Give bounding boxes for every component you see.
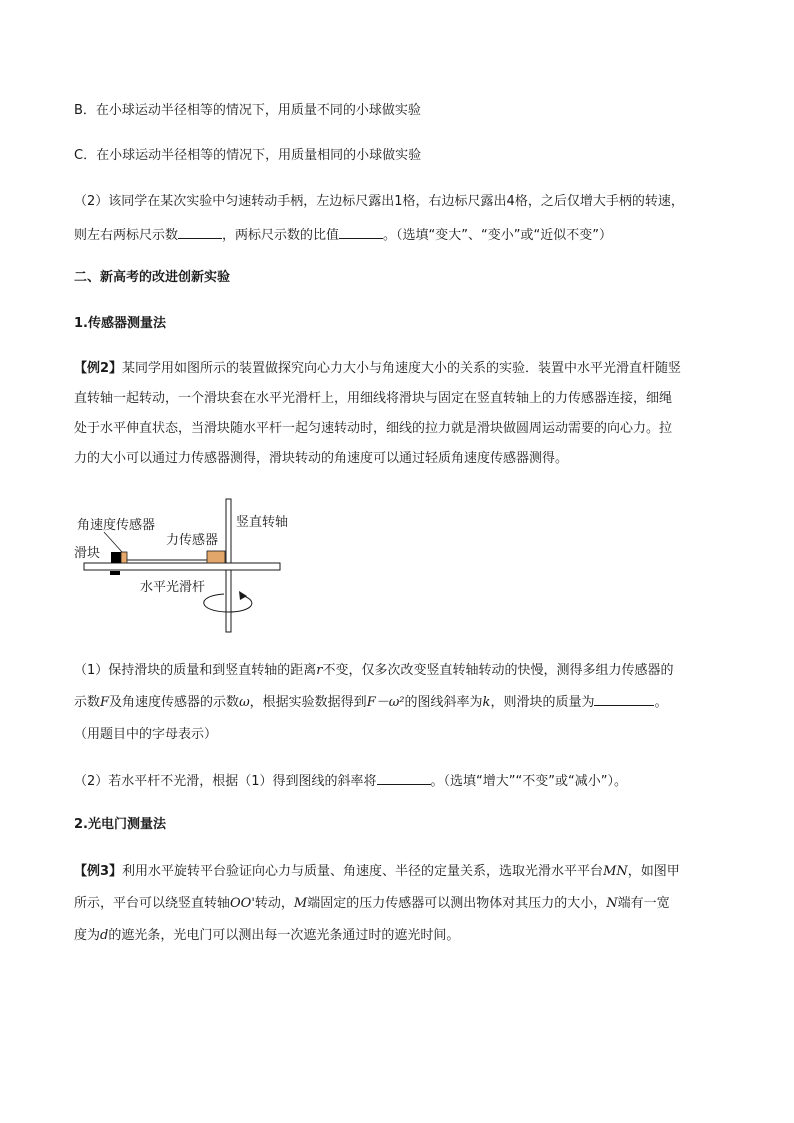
example-2-line-3: 处于水平伸直状态，当滑块随水平杆一起匀速转动时，细线的拉力就是滑块做圆周运动需要的向心力。拉 <box>74 421 673 436</box>
q1-text-d: 及角速度传感器的示数 <box>109 695 240 710</box>
example-3-text-2c: 端固定的压力传感器可以测出物体对其压力的大小， <box>307 896 607 911</box>
apparatus-diagram <box>74 496 304 636</box>
example-2-line-2: 直转轴一起转动，一个滑块套在水平光滑杆上，用细线将滑块与固定在竖直转轴上的力传感器连接，细绳 <box>74 391 673 406</box>
label-force-sensor: 力传感器 <box>166 533 219 548</box>
example-3-paragraph <box>74 856 724 952</box>
rotation-arrowhead-icon <box>239 591 247 600</box>
label-slider: 滑块 <box>74 546 101 561</box>
slider-base <box>110 571 120 575</box>
q1-paragraph <box>74 655 724 751</box>
slider-block <box>111 552 121 563</box>
example-3-text-2d: 端有一宽 <box>617 896 670 911</box>
label-angular-sensor: 角速度传感器 <box>77 518 156 533</box>
q1-text-c: 示数 <box>74 695 101 710</box>
horizontal-rod <box>84 563 280 570</box>
example-3-text-2a: 所示，平台可以绕竖直转轴 <box>74 896 231 911</box>
q2-text-a: 则左右两标尺示数 <box>74 228 179 243</box>
var-r: r <box>316 663 323 678</box>
q1-line-1 <box>74 655 724 687</box>
angular-sensor-box <box>121 552 127 563</box>
q2-text-b: ，两标尺示数的比值 <box>222 228 340 243</box>
q2b-text-a: （2）若水平杆不光滑，根据（1）得到图线的斜率将 <box>74 774 377 789</box>
answer-blank-1[interactable] <box>178 224 222 239</box>
q1-text-g: ，则滑块的质量为 <box>490 695 595 710</box>
q1-note: （用题目中的字母表示） <box>74 727 218 742</box>
answer-blank-mass[interactable] <box>594 691 654 706</box>
example-3-text-3a: 度为 <box>74 928 101 943</box>
var-MN: MN <box>603 864 628 879</box>
example-3-label: 【例3】 <box>74 864 123 879</box>
example-2-label: 【例2】 <box>74 361 123 376</box>
q2b-text-b: 。（选填“增大”“不变”或“减小”）。 <box>430 774 627 789</box>
var-F: F <box>100 695 110 710</box>
example-3-line-1 <box>74 856 724 888</box>
example-3-line-3 <box>74 920 724 952</box>
q1-text-e: ，根据实验数据得到 <box>249 695 367 710</box>
example-3-text-3b: 的遮光条，光电门可以测出每一次遮光条通过时的遮光时间。 <box>108 928 460 943</box>
var-omega: ω <box>239 695 250 710</box>
answer-blank-slope[interactable] <box>377 770 431 785</box>
q2-line1: （2）该同学在某次实验中匀速转动手柄，左边标尺露出1格，右边标尺露出4格，之后仅增大手柄的转速， <box>74 194 684 209</box>
var-k: k <box>482 695 491 710</box>
q1-text-b: 不变，仅多次改变竖直转轴转动的快慢，测得多组力传感器的 <box>322 663 674 678</box>
q1-text-a: （1）保持滑块的质量和到竖直转轴的距离 <box>74 663 317 678</box>
angular-sensor-leader <box>104 532 122 552</box>
example-3-line-2 <box>74 888 724 920</box>
section-2-title: 二、新高考的改进创新实验 <box>74 270 231 285</box>
option-b: B．在小球运动半径相等的情况下，用质量不同的小球做实验 <box>74 103 421 118</box>
var-d: d <box>100 928 109 943</box>
formula-f-omega: F－ω² <box>366 695 405 710</box>
subsection-1-title: 1.传感器测量法 <box>74 316 166 331</box>
q2b-line <box>74 770 627 792</box>
force-sensor-box <box>207 551 225 563</box>
example-2-line-4: 力的大小可以通过力传感器测得，滑块转动的角速度可以通过轻质角速度传感器测得。 <box>74 451 569 466</box>
q1-text-h: 。 <box>654 695 668 710</box>
q1-text-f: 的图线斜率为 <box>404 695 483 710</box>
example-2-text-1: 某同学用如图所示的装置做探究向心力大小与角速度大小的关系的实验．装置中水平光滑直杆随竖 <box>122 361 682 376</box>
example-2-line-1 <box>74 354 724 384</box>
var-M: M <box>293 896 308 911</box>
subsection-2-title: 2.光电门测量法 <box>74 817 166 832</box>
example-3-text-1a: 利用水平旋转平台验证向心力与质量、角速度、半径的定量关系，选取光滑水平平台 <box>122 864 604 879</box>
example-2-paragraph <box>74 354 724 474</box>
label-horizontal-rod: 水平光滑杆 <box>140 580 206 595</box>
answer-blank-2[interactable] <box>339 224 383 239</box>
q1-line-2 <box>74 687 724 719</box>
option-c: C．在小球运动半径相等的情况下，用质量相同的小球做实验 <box>74 148 422 163</box>
example-3-text-2b: 转动， <box>254 896 294 911</box>
example-3-text-1b: ，如图甲 <box>627 864 680 879</box>
label-vertical-axis: 竖直转轴 <box>236 515 289 530</box>
var-OO: OO' <box>230 896 255 911</box>
q2-line2 <box>74 224 612 246</box>
q2-text-c: 。（选填“变大”、“变小”或“近似不变”） <box>383 228 612 243</box>
var-N: N <box>606 896 618 911</box>
